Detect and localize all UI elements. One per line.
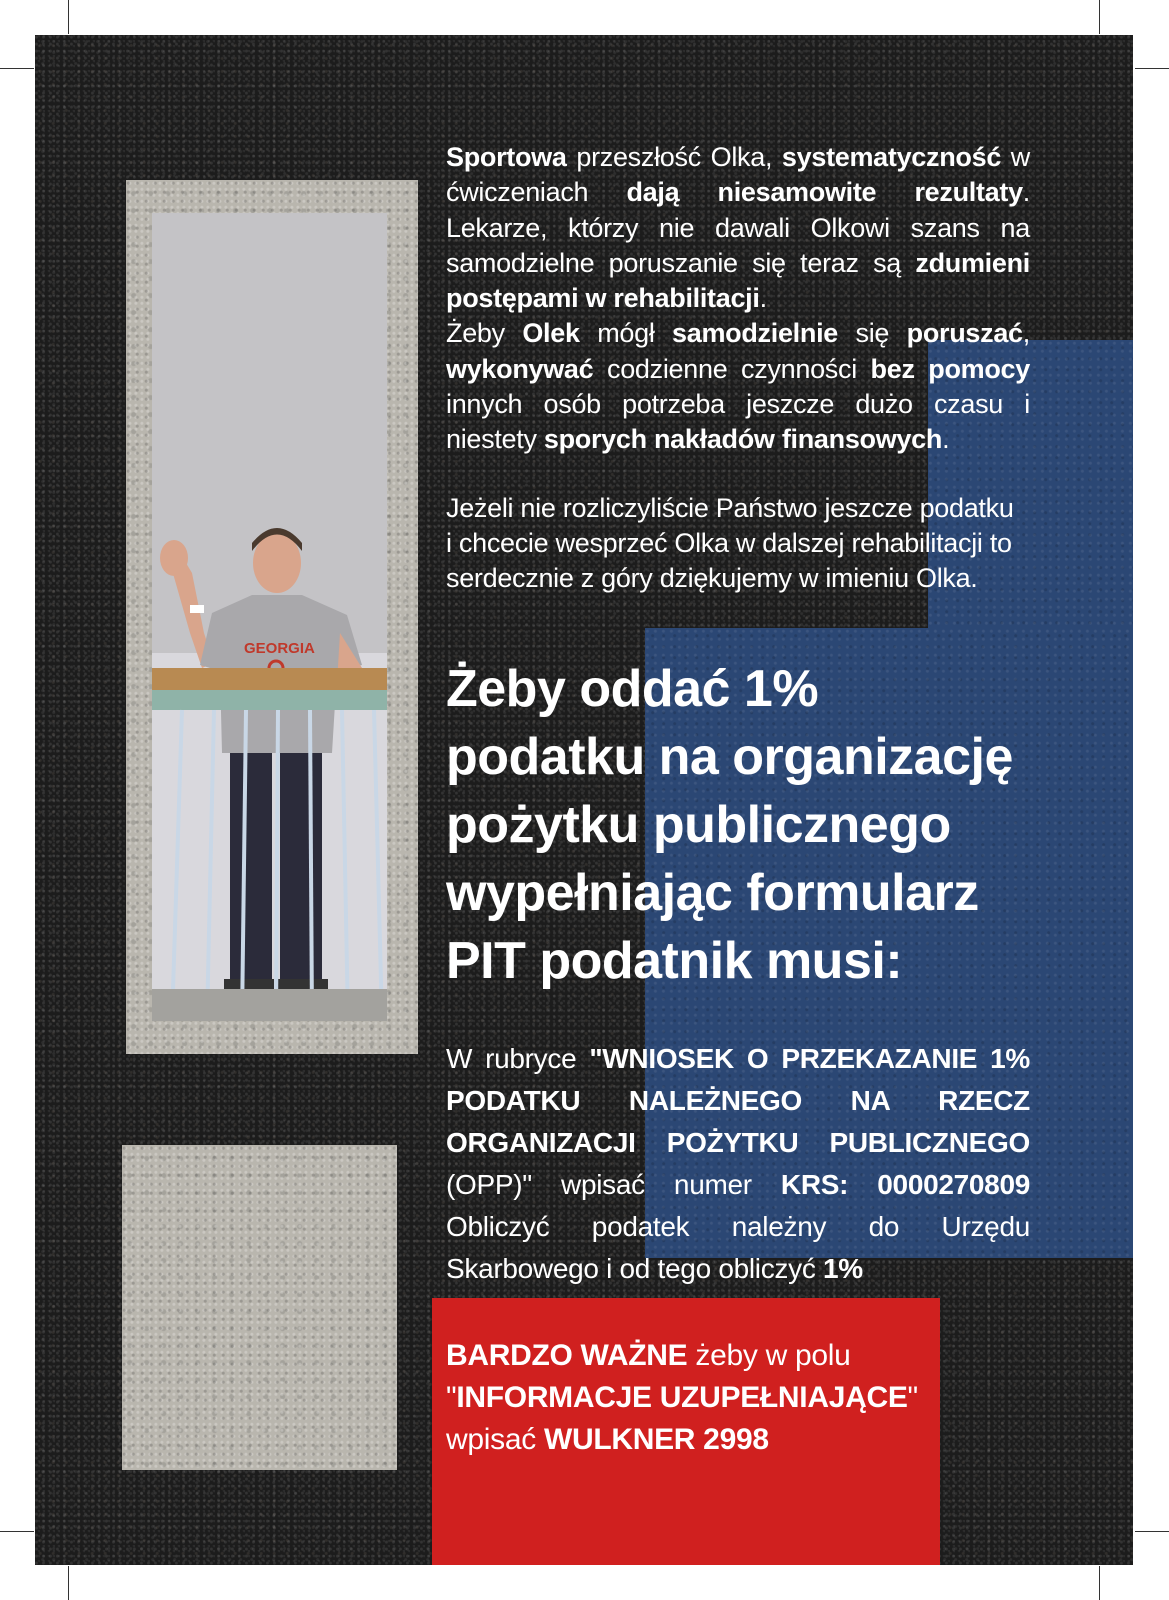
crop-mark	[1135, 1531, 1169, 1532]
important-note: BARDZO WAŻNE żeby w polu "INFORMACJE UZUPEŁNIAJĄCE" wpisać WULKNER 2998	[446, 1339, 918, 1456]
krs-instructions: W rubryce "WNIOSEK O PRZEKAZANIE 1% PODATKU NALEŻNEGO NA RZECZ ORGANIZACJI POŻYTKU PUBLICZNEGO (OPP)" wpisać numer KRS: 0000270809 Obliczyć podatek należny do Urzędu Skarbowego i od tego obliczyć 1%	[446, 1043, 1030, 1284]
appeal-line: serdecznie z góry dziękujemy w imieniu Olka.	[446, 563, 978, 593]
crop-mark	[0, 68, 34, 69]
headline-line: Żeby oddać 1%	[446, 660, 819, 718]
headline-line: PIT podatnik musi:	[446, 932, 903, 990]
crop-mark	[0, 1531, 34, 1532]
crop-mark	[1099, 1566, 1100, 1600]
appeal-paragraph	[446, 491, 1046, 596]
crop-mark	[1099, 0, 1100, 34]
photo-man-on-balcony	[152, 213, 387, 1021]
crop-mark	[1135, 68, 1169, 69]
intro-paragraph: Sportowa przeszłość Olka, systematyczność w ćwiczeniach dają niesamowite rezultaty. Lekarze, którzy nie dawali Olkowi szans na samodzielne poruszanie się teraz są zdumieni postępami w rehabilitacji. Żeby Olek mógł samodzielnie się poruszać, wykonywać codzienne czynności bez pomocy innych osób potrzeba jeszcze dużo czasu i niestety sporych nakładów finansowych.	[446, 142, 1030, 455]
shirt-text: GEORGIA	[244, 640, 315, 657]
headline-line: pożytku publicznego	[446, 796, 951, 854]
headline	[446, 655, 1066, 995]
appeal-line: i chcecie wesprzeć Olka w dalszej rehabilitacji to	[446, 528, 1012, 558]
headline-line: wypełniając formularz	[446, 864, 979, 922]
headline-line: podatku na organizację	[446, 728, 1013, 786]
crop-mark	[68, 0, 69, 34]
concrete-slab-lower	[122, 1145, 397, 1470]
crop-mark	[68, 1566, 69, 1600]
appeal-line: Jeżeli nie rozliczyliście Państwo jeszcze podatku	[446, 493, 1014, 523]
man-waving-illustration	[152, 213, 387, 1021]
